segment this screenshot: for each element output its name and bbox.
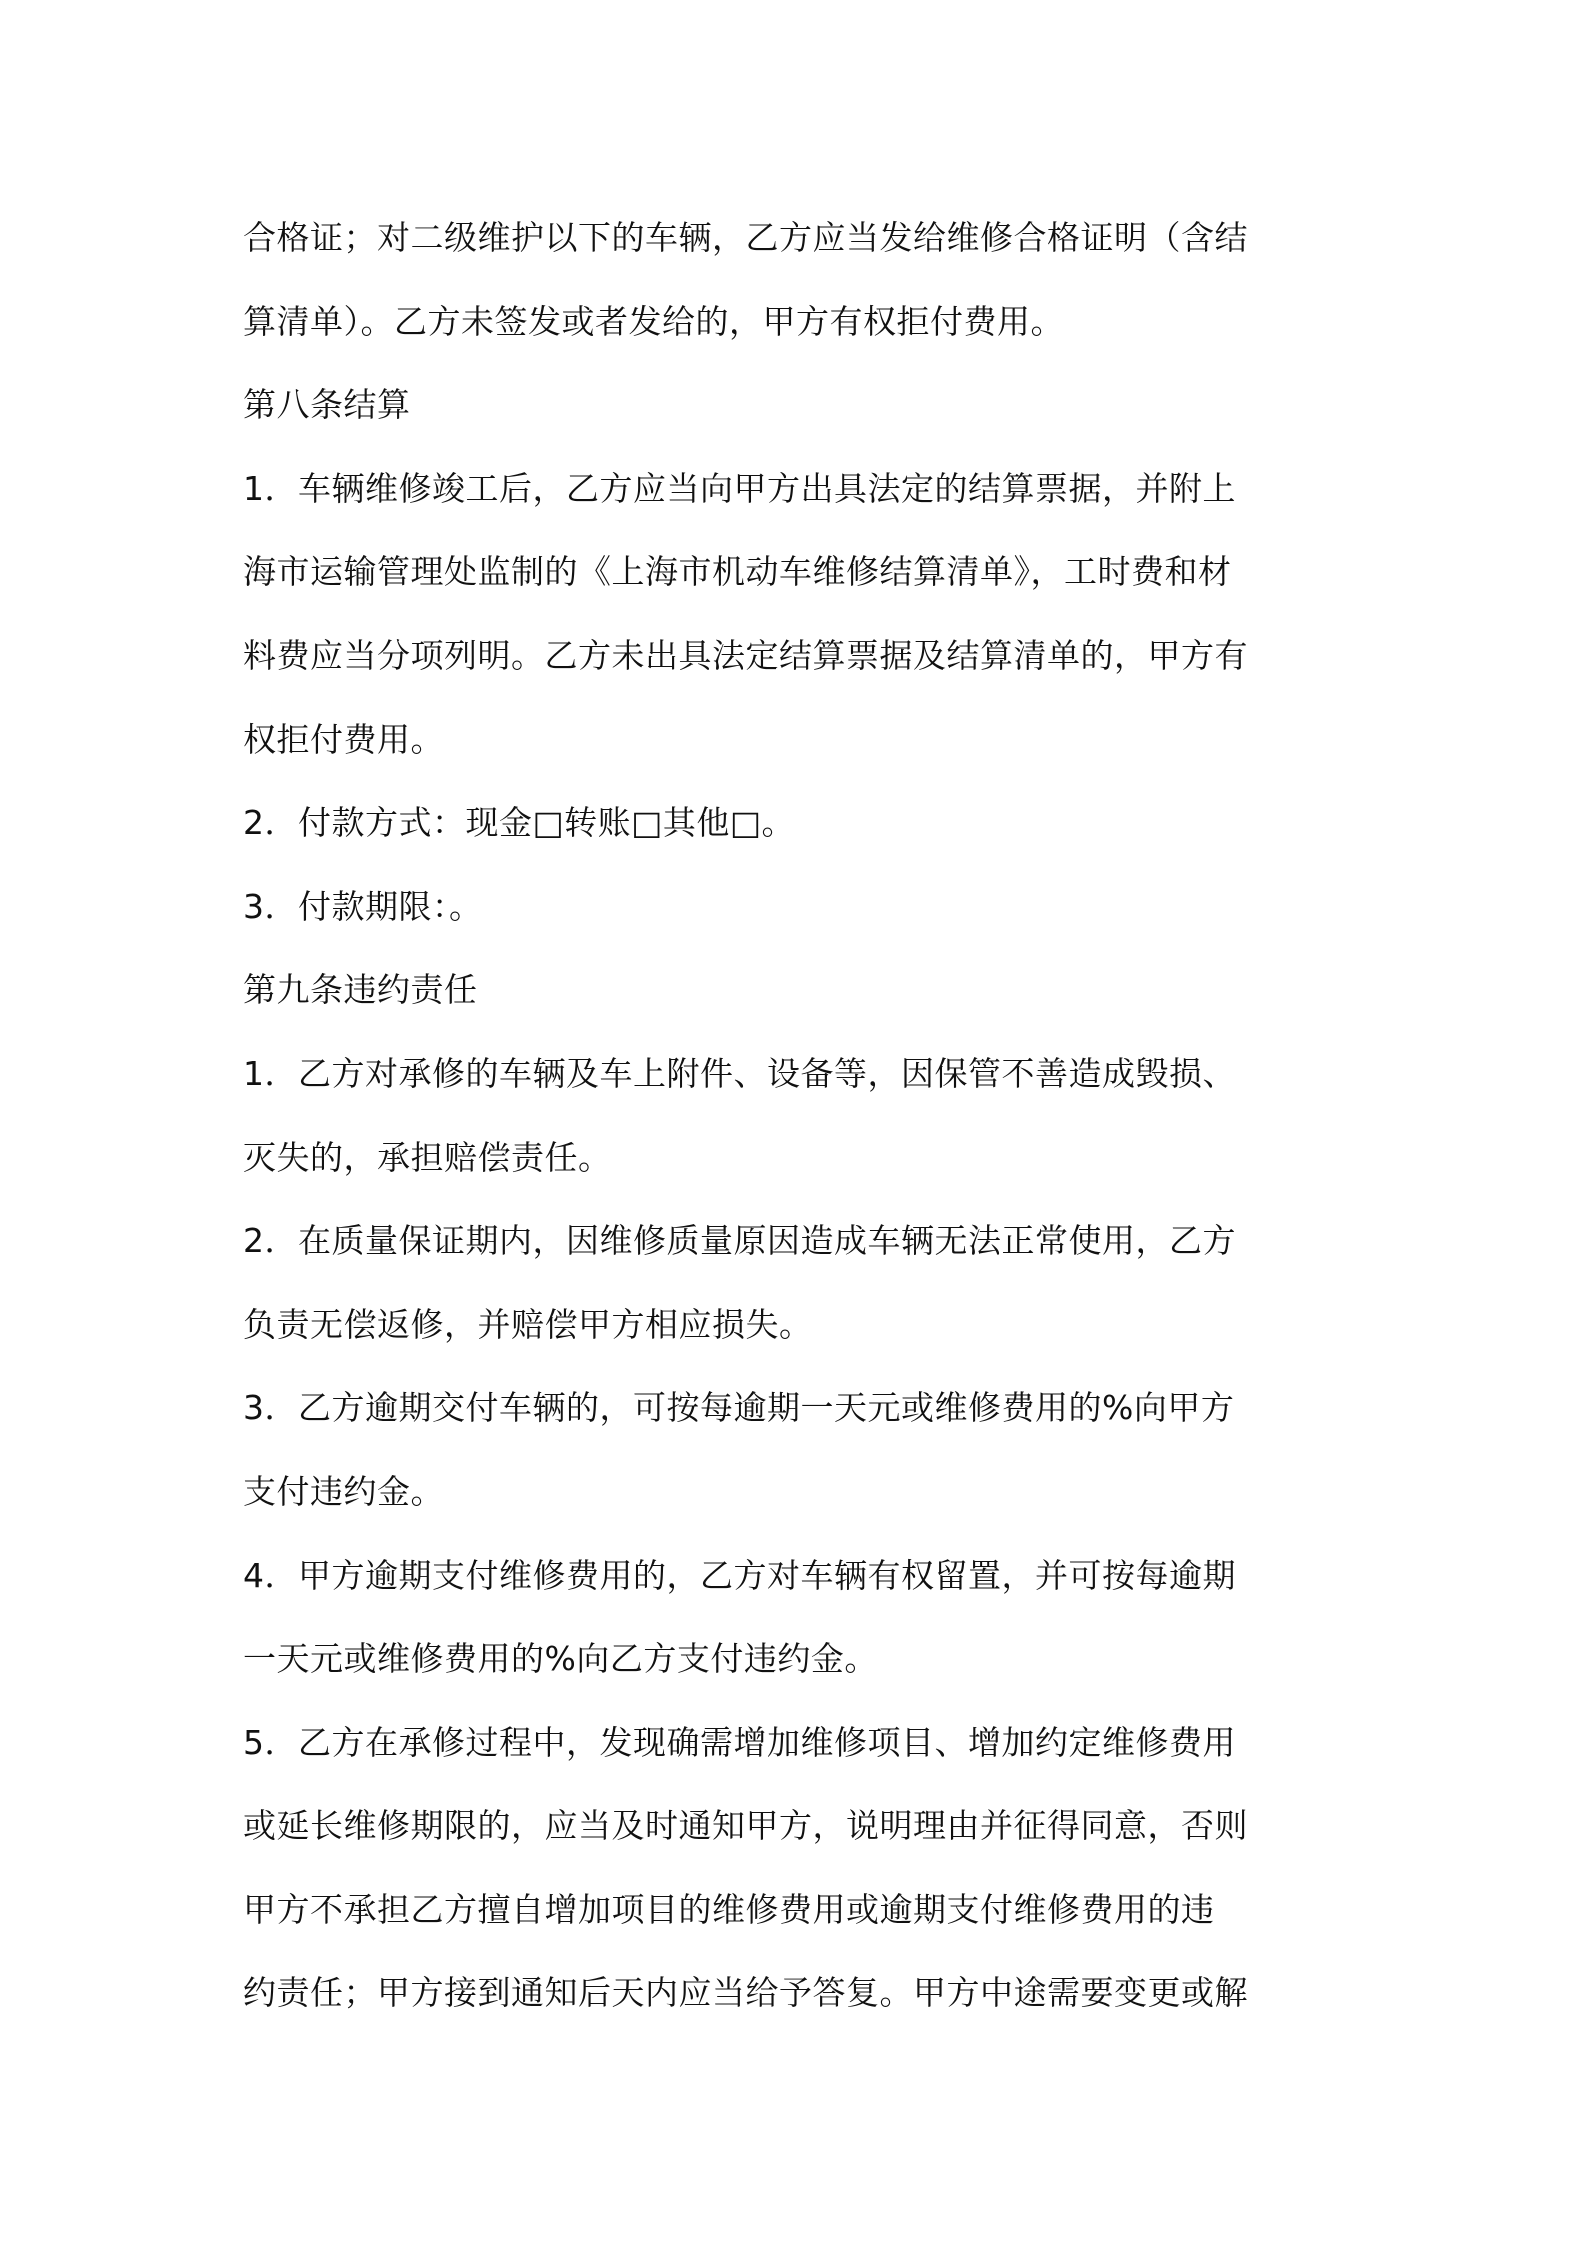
clause-9-1 bbox=[243, 1032, 1353, 1199]
text-line: 权拒付费用。 bbox=[243, 719, 444, 759]
clause-8-2-payment-method bbox=[243, 781, 1353, 865]
text-line: 2．付款方式：现金□转账□其他□。 bbox=[243, 803, 796, 843]
text-line: 5．乙方在承修过程中，发现确需增加维修项目、增加约定维修费用 bbox=[243, 1722, 1236, 1762]
text-line: 1．车辆维修竣工后，乙方应当向甲方出具法定的结算票据，并附上 bbox=[243, 468, 1236, 508]
text-line: 料费应当分项列明。乙方未出具法定结算票据及结算清单的，甲方有 bbox=[243, 635, 1248, 675]
clause-9-2 bbox=[243, 1199, 1353, 1366]
text-line: 3．乙方逾期交付车辆的，可按每逾期一天元或维修费用的%向甲方 bbox=[243, 1388, 1235, 1428]
text-line: 约责任；甲方接到通知后天内应当给予答复。甲方中途需要变更或解 bbox=[243, 1973, 1248, 2013]
paragraph-qualification-certificate bbox=[243, 196, 1353, 363]
section-heading-article-9 bbox=[243, 948, 1353, 1032]
text-line: 负责无偿返修，并赔偿甲方相应损失。 bbox=[243, 1304, 813, 1344]
heading-line: 第八条结算 bbox=[243, 385, 411, 425]
section-heading-article-8 bbox=[243, 363, 1353, 447]
text-line: 1．乙方对承修的车辆及车上附件、设备等，因保管不善造成毁损、 bbox=[243, 1053, 1236, 1093]
clause-8-1 bbox=[243, 447, 1353, 781]
text-line: 合格证；对二级维护以下的车辆，乙方应当发给维修合格证明（含结 bbox=[243, 218, 1248, 257]
text-line: 算清单）。乙方未签发或者发给的，甲方有权拒付费用。 bbox=[243, 301, 1064, 341]
clause-9-4 bbox=[243, 1534, 1353, 1701]
text-line: 4．甲方逾期支付维修费用的，乙方对车辆有权留置，并可按每逾期 bbox=[243, 1555, 1236, 1595]
text-line: 支付违约金。 bbox=[243, 1471, 444, 1511]
text-line: 甲方不承担乙方擅自增加项目的维修费用或逾期支付维修费用的违 bbox=[243, 1889, 1215, 1929]
clause-9-5 bbox=[243, 1701, 1353, 2035]
text-line: 3．付款期限：。 bbox=[243, 886, 483, 926]
text-line: 海市运输管理处监制的《上海市机动车维修结算清单》，工时费和材 bbox=[243, 552, 1232, 592]
clause-8-3-payment-term bbox=[243, 865, 1353, 949]
text-line: 灭失的，承担赔偿责任。 bbox=[243, 1137, 612, 1177]
clause-9-3 bbox=[243, 1366, 1353, 1533]
text-line: 或延长维修期限的，应当及时通知甲方，说明理由并征得同意，否则 bbox=[243, 1806, 1248, 1846]
heading-line: 第九条违约责任 bbox=[243, 970, 478, 1010]
text-line: 2．在质量保证期内，因维修质量原因造成车辆无法正常使用，乙方 bbox=[243, 1221, 1236, 1261]
text-line: 一天元或维修费用的%向乙方支付违约金。 bbox=[243, 1639, 878, 1679]
document-body bbox=[243, 196, 1353, 2035]
